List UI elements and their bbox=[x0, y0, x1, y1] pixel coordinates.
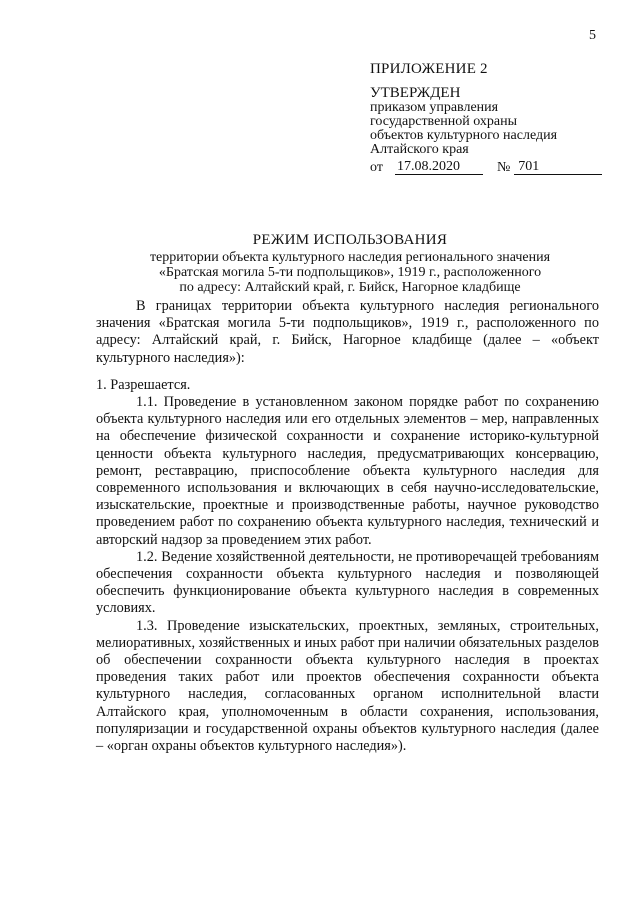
approved-label: УТВЕРЖДЕН bbox=[370, 85, 461, 101]
page-number: 5 bbox=[589, 28, 596, 43]
approval-line: Алтайского края bbox=[370, 142, 469, 157]
approval-line: приказом управления bbox=[370, 100, 499, 115]
document-title: РЕЖИМ ИСПОЛЬЗОВАНИЯ bbox=[252, 232, 448, 248]
clause-paragraph: 1.2. Ведение хозяйственной деятельности, не противоречащей требованиям обеспечения сохранности объекта культурного наследия и позволяющей обеспечить функционирование объекта культурного наследия в современных условиях. bbox=[96, 548, 599, 617]
number-label: № bbox=[496, 160, 511, 175]
order-date: 17.08.2020 bbox=[395, 160, 483, 175]
appendix-label: ПРИЛОЖЕНИЕ 2 bbox=[370, 61, 488, 77]
approval-line: объектов культурного наследия bbox=[370, 128, 558, 143]
clause-paragraph: 1.3. Проведение изыскательских, проектных, земляных, строительных, мелиоративных, хозяйственных и иных работ при наличии обязательных разделов об обеспечении сохранности объекта культурного наследия в проектах проведения таких работ или проектов обеспечения сохранности объекта культурного наследия, согласованных органом исполнительной власти Алтайского края, уполномоченным в области сохранения, использования, популяризации и государственной охраны объектов культурного наследия (далее – «орган охраны объектов культурного наследия»). bbox=[96, 617, 599, 755]
subtitle-line: «Братская могила 5-ти подпольщиков», 1919 г., расположенного bbox=[158, 265, 542, 280]
section-heading: 1. Разрешается. bbox=[96, 376, 191, 393]
subtitle-line: территории объекта культурного наследия регионального значения bbox=[149, 250, 551, 265]
approval-line: государственной охраны bbox=[370, 114, 518, 129]
intro-paragraph: В границах территории объекта культурного наследия регионального значения «Братская могила 5-ти подпольщиков», 1919 г., расположенного по адресу: Алтайский край, г. Бийск, Нагорное кладбище (далее – «объект культурного наследия»): bbox=[96, 298, 599, 366]
approval-block bbox=[370, 62, 610, 175]
document-body bbox=[96, 298, 599, 755]
order-number: 701 bbox=[514, 160, 602, 175]
from-label: от bbox=[370, 160, 383, 175]
subtitle-line: по адресу: Алтайский край, г. Бийск, Нагорное кладбище bbox=[179, 280, 521, 295]
clause-paragraph: 1.1. Проведение в установленном законом порядке работ по сохранению объекта культурного наследия или его отдельных элементов – мер, направленных на обеспечение физической сохранности и сохранение историко-культурной ценности объекта культурного наследия, предусматривающих консервацию, ремонт, реставрацию, приспособление объекта культурного наследия для современного использования и включающих в себя научно-исследовательские, изыскательские, проектные и производственные работы, научное руководство проведением работ по сохранению объекта культурного наследия, технический и авторский надзор за проведением этих работ. bbox=[96, 394, 599, 548]
order-line bbox=[370, 160, 610, 175]
title-block bbox=[100, 233, 600, 295]
